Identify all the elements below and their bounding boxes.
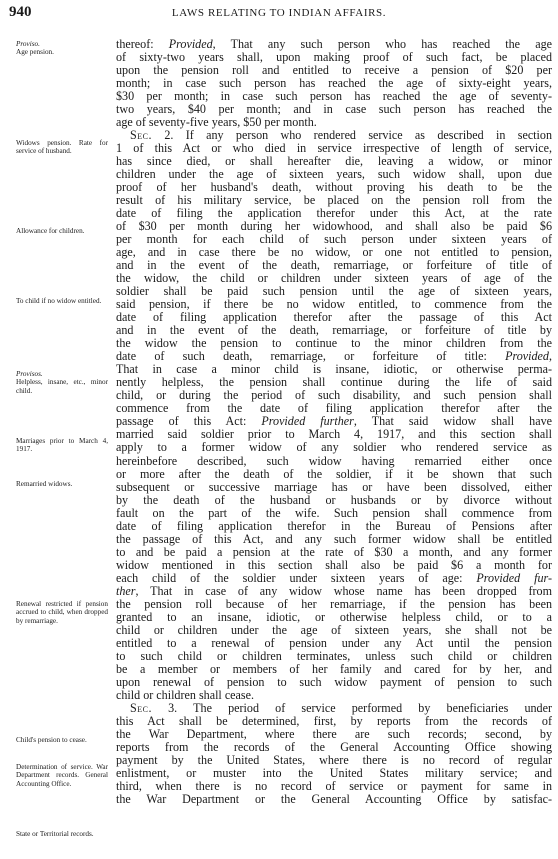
body-line: child, or during the period of such disability, and such pension shall	[116, 389, 552, 403]
margin-note-text: To child if no widow entitled.	[16, 297, 102, 305]
margin-note-widows-pension	[16, 139, 108, 156]
body-line: the passage of this Act, and any such former widow shall be entitled	[116, 532, 552, 546]
margin-note-label: Proviso.	[16, 40, 40, 48]
body-line: That in case a minor child is insane, idiotic, or otherwise perma-	[116, 363, 552, 377]
page-number: 940	[9, 4, 32, 20]
body-line: upon the pension roll and entitled to receive a pension of $20 per	[116, 64, 552, 78]
body-line: this Act shall be determined, first, by reports from the records of	[116, 714, 552, 728]
body-line: be a member or members of her family and cared for by her, and	[116, 662, 552, 676]
body-line: enlistment, or muster into the United States military service; and	[116, 766, 552, 780]
margin-note-remarried-widows	[16, 480, 108, 488]
body-line: age of seventy-five years, $50 per month.	[116, 116, 317, 130]
body-line: age, and in case there be no widow, or one not entitled to pension,	[116, 246, 552, 260]
body-line: reports from the records of the General Accounting Office showing	[116, 740, 552, 754]
body-line: payment by the United States, where there is no record of regular	[116, 753, 552, 767]
margin-note-text: Remarried widows.	[16, 480, 73, 488]
body-line: the pension roll because of her remarriage, if the pension has been	[116, 597, 552, 611]
margin-note-renewal-restricted	[16, 600, 108, 625]
body-line: third, when there is no record of service or payment for same in	[116, 779, 552, 793]
body-line: nently helpless, the pension shall continue during the life of said	[116, 376, 552, 390]
body-line: the War Department, where there are such records; second, by	[116, 727, 552, 741]
body-line: Sec. 2. If any person who rendered service as described in section	[130, 129, 552, 143]
body-line: entitled to a renewal of pension under any Act until the pension	[116, 636, 552, 650]
body-line: per month for each child of such person under sixteen years of	[116, 233, 552, 247]
body-line: child or children shall cease.	[116, 688, 255, 702]
body-text	[116, 38, 552, 806]
body-line: and in the event of the death, remarriage, or forfeiture of title by	[116, 324, 552, 338]
body-line: month; in case such person has reached the age of sixty-eight years,	[116, 77, 552, 91]
margin-note-label: Provisos.	[16, 370, 43, 378]
running-head: LAWS RELATING TO INDIAN AFFAIRS.	[171, 7, 387, 19]
margin-note-text: Renewal restricted if pension accrued to child, when dropped by remarriage.	[16, 600, 108, 625]
body-line: to and be paid a pension at the rate of $30 a month, and any former	[116, 545, 552, 559]
margin-note-text: Allowance for children.	[16, 227, 85, 235]
body-line: $30 per month; in case such person has reached the age of seventy-	[116, 90, 552, 104]
body-line: soldier shall be paid such pension until the age of sixteen years,	[116, 285, 552, 299]
body-line: to such child or children terminates, unless such child or children	[116, 649, 552, 663]
body-line: result of his military service, be placed on the pension roll from the	[116, 194, 552, 208]
body-line: date of filing application therefor after the passage of this Act	[116, 311, 552, 325]
body-line: date of filing the application therefor under this Act, at the rate	[116, 207, 552, 221]
body-line: two years, $40 per month; and in case such person has reached the	[116, 103, 552, 117]
margin-note-age-pension	[16, 40, 108, 57]
body-line: Sec. 3. The period of service performed by beneficiaries under	[130, 701, 552, 715]
body-line: proof of her husband's death, without proving his death to be the	[116, 181, 552, 195]
margin-note-text: Determination of service. War Department records. General Accounting Office.	[16, 763, 108, 788]
body-line: date of filing application therefor in the Bureau of Pensions after	[116, 519, 552, 533]
margin-note-text: State or Territorial records.	[16, 830, 94, 838]
body-line: fault on the part of the wife. Such pension shall commence from	[116, 506, 552, 520]
margin-notes	[0, 0, 110, 859]
margin-note-text: Helpless, insane, etc., minor child.	[16, 378, 108, 395]
body-line: and in the event of the death, remarriage, or forfeiture of title of	[116, 259, 552, 273]
body-line: hereinbefore described, such widow having remarried either once	[116, 454, 552, 468]
body-line: granted to an insane, idiotic, or otherwise helpless child, or to a	[116, 610, 552, 624]
margin-note-children-allowance	[16, 227, 108, 235]
margin-note-text: Widows pension. Rate for service of husband.	[16, 139, 108, 156]
body-line: married said soldier prior to March 4, 1917, and this section shall	[116, 428, 552, 442]
margin-note-determination-of-service	[16, 763, 108, 788]
body-line: of sixty-two years shall, upon making proof of such fact, be placed	[116, 51, 552, 65]
body-line: the War Department or the General Accounting Office by satisfac-	[116, 792, 552, 806]
body-line: said pension, if there be no widow entitled, to commence from the	[116, 298, 552, 312]
margin-note-marriages-prior	[16, 437, 108, 454]
body-line: or more after the death of the soldier, if it be shown that such	[116, 467, 552, 481]
margin-note-state-records	[16, 830, 108, 838]
body-line: the widow the pension to continue to the minor children from the	[116, 337, 552, 351]
body-line: apply to a former widow of any soldier who rendered service as	[116, 441, 552, 455]
body-line: subsequent or successive marriage has or have been dissolved, either	[116, 480, 552, 494]
body-line: widow mentioned in this section shall also be paid $6 a month for	[116, 558, 552, 572]
body-line: passage of this Act: Provided further, That said widow shall have	[116, 415, 552, 429]
margin-note-text: Age pension.	[16, 48, 54, 57]
body-line: child or children under the age of sixteen years, she shall not be	[116, 623, 552, 637]
margin-note-child-pension-cease	[16, 736, 108, 744]
body-line: has since died, or shall hereafter die, leaving a widow, or minor	[116, 155, 552, 169]
body-line: of $30 per month during her widowhood, and shall also be paid $6	[116, 220, 552, 234]
margin-note-child-no-widow	[16, 297, 108, 305]
body-line: commence from the date of filing application therefor after the	[116, 402, 552, 416]
body-line: each child of the soldier under sixteen years of age: Provided fur-	[116, 571, 552, 585]
body-line: upon renewal of pension to such widow payment of pension to such	[116, 675, 552, 689]
body-line: ther, That in case of any widow whose name has been dropped from	[116, 584, 552, 598]
body-line: thereof: Provided, That any such person who has reached the age	[116, 38, 552, 51]
body-line: 1 of this Act or who died in service irrespective of length of service,	[116, 142, 552, 156]
margin-note-text: Marriages prior to March 4, 1917.	[16, 437, 108, 454]
body-line: date of such death, remarriage, or forfeiture of title: Provided,	[116, 350, 552, 364]
body-line: the widow, the child or children under sixteen years of age of the	[116, 272, 552, 286]
margin-note-helpless-child	[16, 370, 108, 395]
body-line: children under the age of sixteen years, such widow shall, upon due	[116, 168, 552, 182]
margin-note-text: Child's pension to cease.	[16, 736, 87, 744]
body-line: by the death of the husband or husbands or by divorce without	[116, 493, 552, 507]
